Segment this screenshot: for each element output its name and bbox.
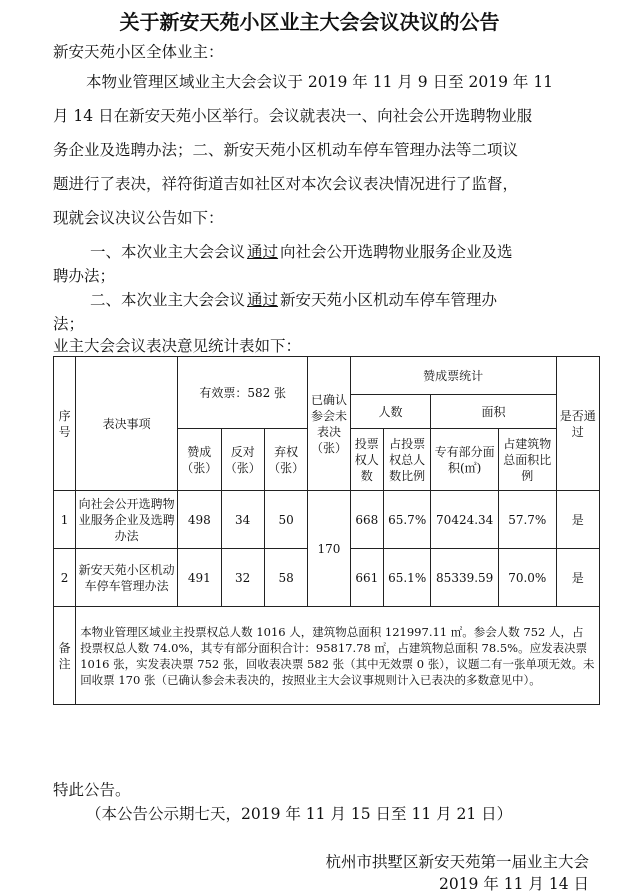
row-2-yes: 491 <box>178 549 221 607</box>
resolution-2-line-2: 法； <box>53 315 85 333</box>
row-2-count: 661 <box>350 549 383 607</box>
resolution-2-line-1 <box>90 290 497 310</box>
row-1-passed: 是 <box>556 491 599 549</box>
intro-line-1: 本物业管理区域业主大会会议于 2019 年 11 月 9 日至 2019 年 11 <box>86 73 554 91</box>
header-item: 表决事项 <box>76 357 178 491</box>
header-yes: 赞成（张） <box>178 429 221 491</box>
row-1-no: 34 <box>221 491 264 549</box>
intro-line-3: 务企业及选聘办法；二、新安天苑小区机动车停车管理办法等二项议 <box>53 141 519 159</box>
header-passed: 是否通过 <box>556 357 599 491</box>
confirmed-value: 170 <box>308 491 350 607</box>
row-2-ratio: 65.1% <box>383 549 430 607</box>
page-title: 关于新安天苑小区业主大会会议决议的公告 <box>119 10 500 34</box>
row-1-area: 70424.34 <box>431 491 499 549</box>
resolution-2-prefix: 二、本次业主大会会议 <box>90 291 246 309</box>
salutation: 新安天苑小区全体业主： <box>53 43 224 61</box>
row-2-abstain: 58 <box>264 549 307 607</box>
row-1-ratio: 65.7% <box>383 491 430 549</box>
row-2-no: 32 <box>221 549 264 607</box>
header-vote-right-ratio: 占投票权总人数比例 <box>383 429 430 491</box>
intro-line-4: 题进行了表决，祥符街道吉如社区对本次会议表决情况进行了监督， <box>53 175 519 193</box>
row-1-abstain: 50 <box>264 491 307 549</box>
date: 2019 年 11 月 14 日 <box>438 875 589 893</box>
header-valid-votes: 有效票：582 张 <box>178 357 308 429</box>
intro-line-2: 月 14 日在新安天苑小区举行。会议就表决一、向社会公开选聘物业服 <box>53 107 533 125</box>
row-1-yes: 498 <box>178 491 221 549</box>
row-1-item: 向社会公开选聘物业服务企业及选聘办法 <box>76 491 178 549</box>
header-no: 反对（张） <box>221 429 264 491</box>
row-2-passed: 是 <box>556 549 599 607</box>
signature: 杭州市拱墅区新安天苑第一届业主大会 <box>325 853 589 871</box>
resolution-1-rest: 向社会公开选聘物业服务企业及选 <box>280 243 513 261</box>
resolution-1-result: 通过 <box>247 243 279 261</box>
header-support-stats: 赞成票统计 <box>350 357 556 395</box>
publicity-period: （本公告公示期七天，2019 年 11 月 15 日至 11 月 21 日） <box>86 805 513 823</box>
header-building-area-ratio: 占建筑物总面积比例 <box>498 429 556 491</box>
row-2-area: 85339.59 <box>431 549 499 607</box>
resolution-2-result: 通过 <box>247 291 279 309</box>
row-1-seq: 1 <box>54 491 76 549</box>
header-seq: 序号 <box>54 357 76 491</box>
note-text: 本物业管理区域业主投票权总人数 1016 人，建筑物总面积 121997.11 ㎡。参会人数 752 人，占投票权总人数 74.0%，其专有部分面积合计：95817.78 ㎡，占建筑物总面积 78.5%。应发表决票 1016 张，实发表决票 752 张，回收表决票 582 张（其中无效票 0 张），议题二有一张单项无效。未回收票 170 张（已确认参会未表决的，按照业主大会议事规则计入已表决的多数意见中）。 <box>76 607 600 705</box>
row-1-area-ratio: 57.7% <box>498 491 556 549</box>
vote-statistics-table <box>53 356 600 705</box>
header-area: 面积 <box>431 395 556 429</box>
resolution-2-rest: 新安天苑小区机动车停车管理办 <box>280 291 498 309</box>
header-exclusive-area: 专有部分面积(㎡) <box>431 429 499 491</box>
resolution-1-prefix: 一、本次业主大会会议 <box>90 243 246 261</box>
note-row <box>54 607 600 705</box>
resolution-1-line-1 <box>90 242 513 262</box>
header-people: 人数 <box>350 395 431 429</box>
closing: 特此公告。 <box>53 781 131 799</box>
row-2-area-ratio: 70.0% <box>498 549 556 607</box>
table-row <box>54 491 600 549</box>
intro-line-5: 现就会议决议公告如下： <box>53 209 224 227</box>
row-1-count: 668 <box>350 491 383 549</box>
table-intro: 业主大会会议表决意见统计表如下： <box>53 337 302 355</box>
header-abstain: 弃权（张） <box>264 429 307 491</box>
note-label: 备注 <box>54 607 76 705</box>
header-confirmed: 已确认参会未表决（张） <box>308 357 350 491</box>
row-2-item: 新安天苑小区机动车停车管理办法 <box>76 549 178 607</box>
resolution-1-line-2: 聘办法； <box>53 267 116 285</box>
row-2-seq: 2 <box>54 549 76 607</box>
header-vote-right-count: 投票权人数 <box>350 429 383 491</box>
